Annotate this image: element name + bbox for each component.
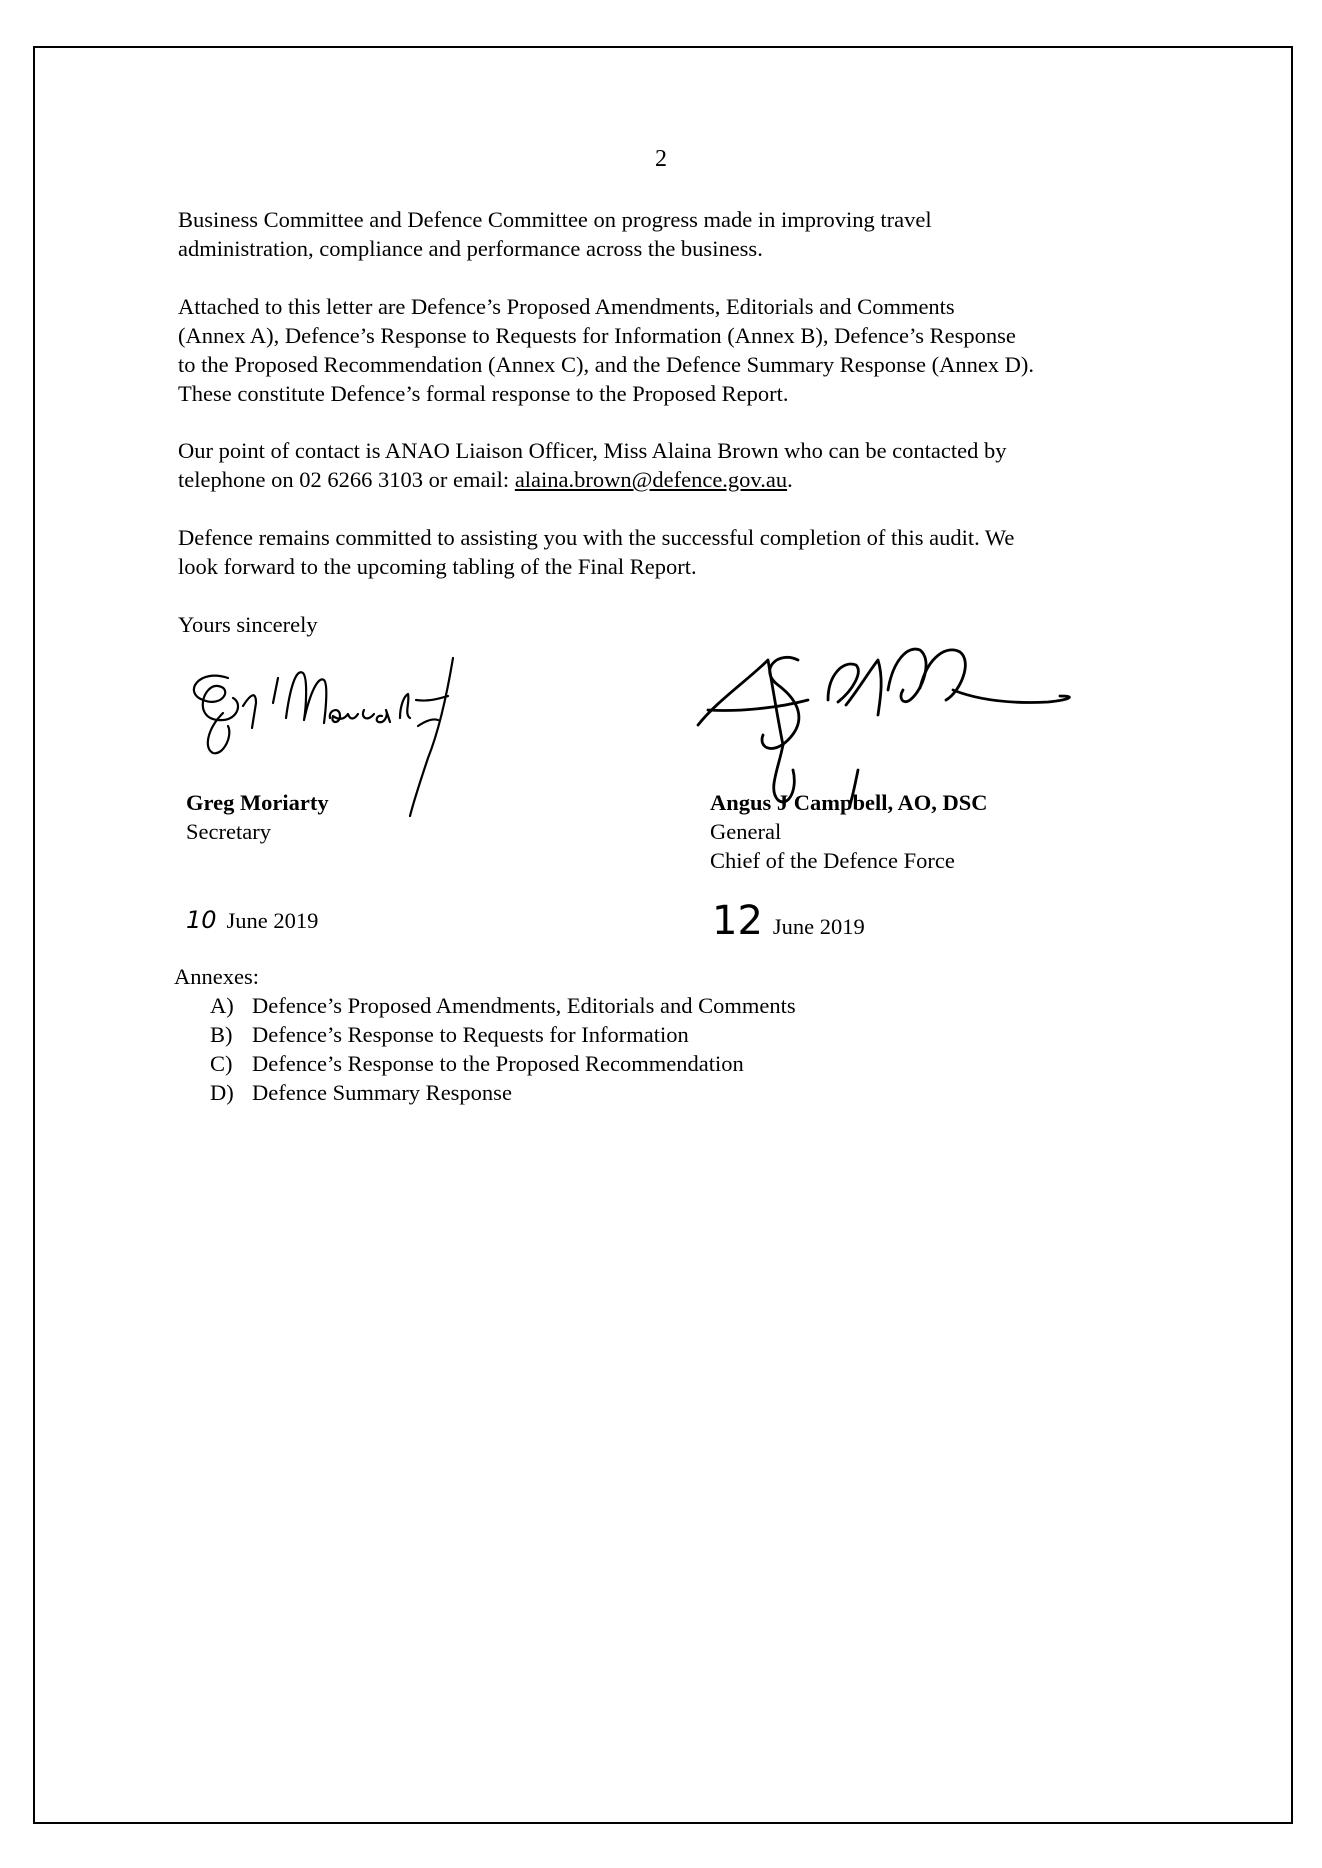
handwritten-day: 12	[712, 898, 763, 944]
annex-text: Defence’s Response to Requests for Information	[252, 1022, 689, 1047]
annex-text: Defence Summary Response	[252, 1080, 512, 1105]
list-item	[210, 1049, 796, 1078]
date-text: June 2019	[226, 908, 319, 933]
list-item	[210, 991, 796, 1020]
paragraph-line: look forward to the upcoming tabling of the Final Report.	[178, 554, 697, 579]
signature-campbell	[688, 630, 1128, 873]
annexes-list	[174, 962, 796, 1107]
date-moriarty	[186, 906, 318, 934]
annex-text: Defence’s Proposed Amendments, Editorials and Comments	[252, 993, 796, 1018]
annex-letter: C)	[210, 1051, 233, 1076]
paragraph-line: to the Proposed Recommendation (Annex C), and the Defence Summary Response (Annex D).	[178, 352, 1035, 377]
annex-letter: A)	[210, 993, 234, 1018]
page-number: 2	[655, 146, 667, 172]
signatory-name: Greg Moriarty	[186, 790, 329, 815]
signature-moriarty	[178, 648, 538, 844]
signatory-title: General	[710, 819, 782, 844]
period: .	[787, 467, 793, 492]
date-text: June 2019	[772, 914, 865, 939]
paragraph-line: administration, compliance and performance across the business.	[178, 236, 763, 261]
paragraph-line: Defence remains committed to assisting you with the successful completion of this audit. We	[178, 525, 1015, 550]
annex-letter: D)	[210, 1080, 234, 1105]
phone-text: telephone on 02 6266 3103 or email:	[178, 467, 515, 492]
annex-text: Defence’s Response to the Proposed Recommendation	[252, 1051, 744, 1076]
email-link[interactable]: alaina.brown@defence.gov.au	[514, 467, 788, 492]
annex-letter: B)	[210, 1022, 233, 1047]
closing: Yours sincerely	[178, 612, 318, 637]
signatory-block-2	[710, 788, 988, 875]
paragraph-line	[178, 465, 1178, 494]
signatory-title: Chief of the Defence Force	[710, 848, 955, 873]
paragraph-line: These constitute Defence’s formal response to the Proposed Report.	[178, 381, 789, 406]
list-item	[210, 1078, 796, 1107]
paragraph-4	[178, 523, 1178, 581]
handwritten-day: 10	[186, 906, 217, 934]
annexes-heading: Annexes:	[174, 964, 259, 989]
paragraph-line: Our point of contact is ANAO Liaison Officer, Miss Alaina Brown who can be contacted by	[178, 438, 1007, 463]
paragraph-line: Attached to this letter are Defence’s Proposed Amendments, Editorials and Comments	[178, 294, 955, 319]
paragraph-3	[178, 436, 1178, 494]
signatory-name: Angus J Campbell, AO, DSC	[710, 790, 988, 815]
signatory-title: Secretary	[186, 819, 271, 844]
signatory-block-1	[186, 788, 329, 846]
paragraph-line: Business Committee and Defence Committee on progress made in improving travel	[178, 207, 932, 232]
paragraph-line: (Annex A), Defence’s Response to Requests for Information (Annex B), Defence’s Response	[178, 323, 1016, 348]
list-item	[210, 1020, 796, 1049]
paragraph-2	[178, 292, 1178, 408]
date-campbell	[712, 898, 865, 944]
paragraph-1	[178, 205, 1178, 263]
